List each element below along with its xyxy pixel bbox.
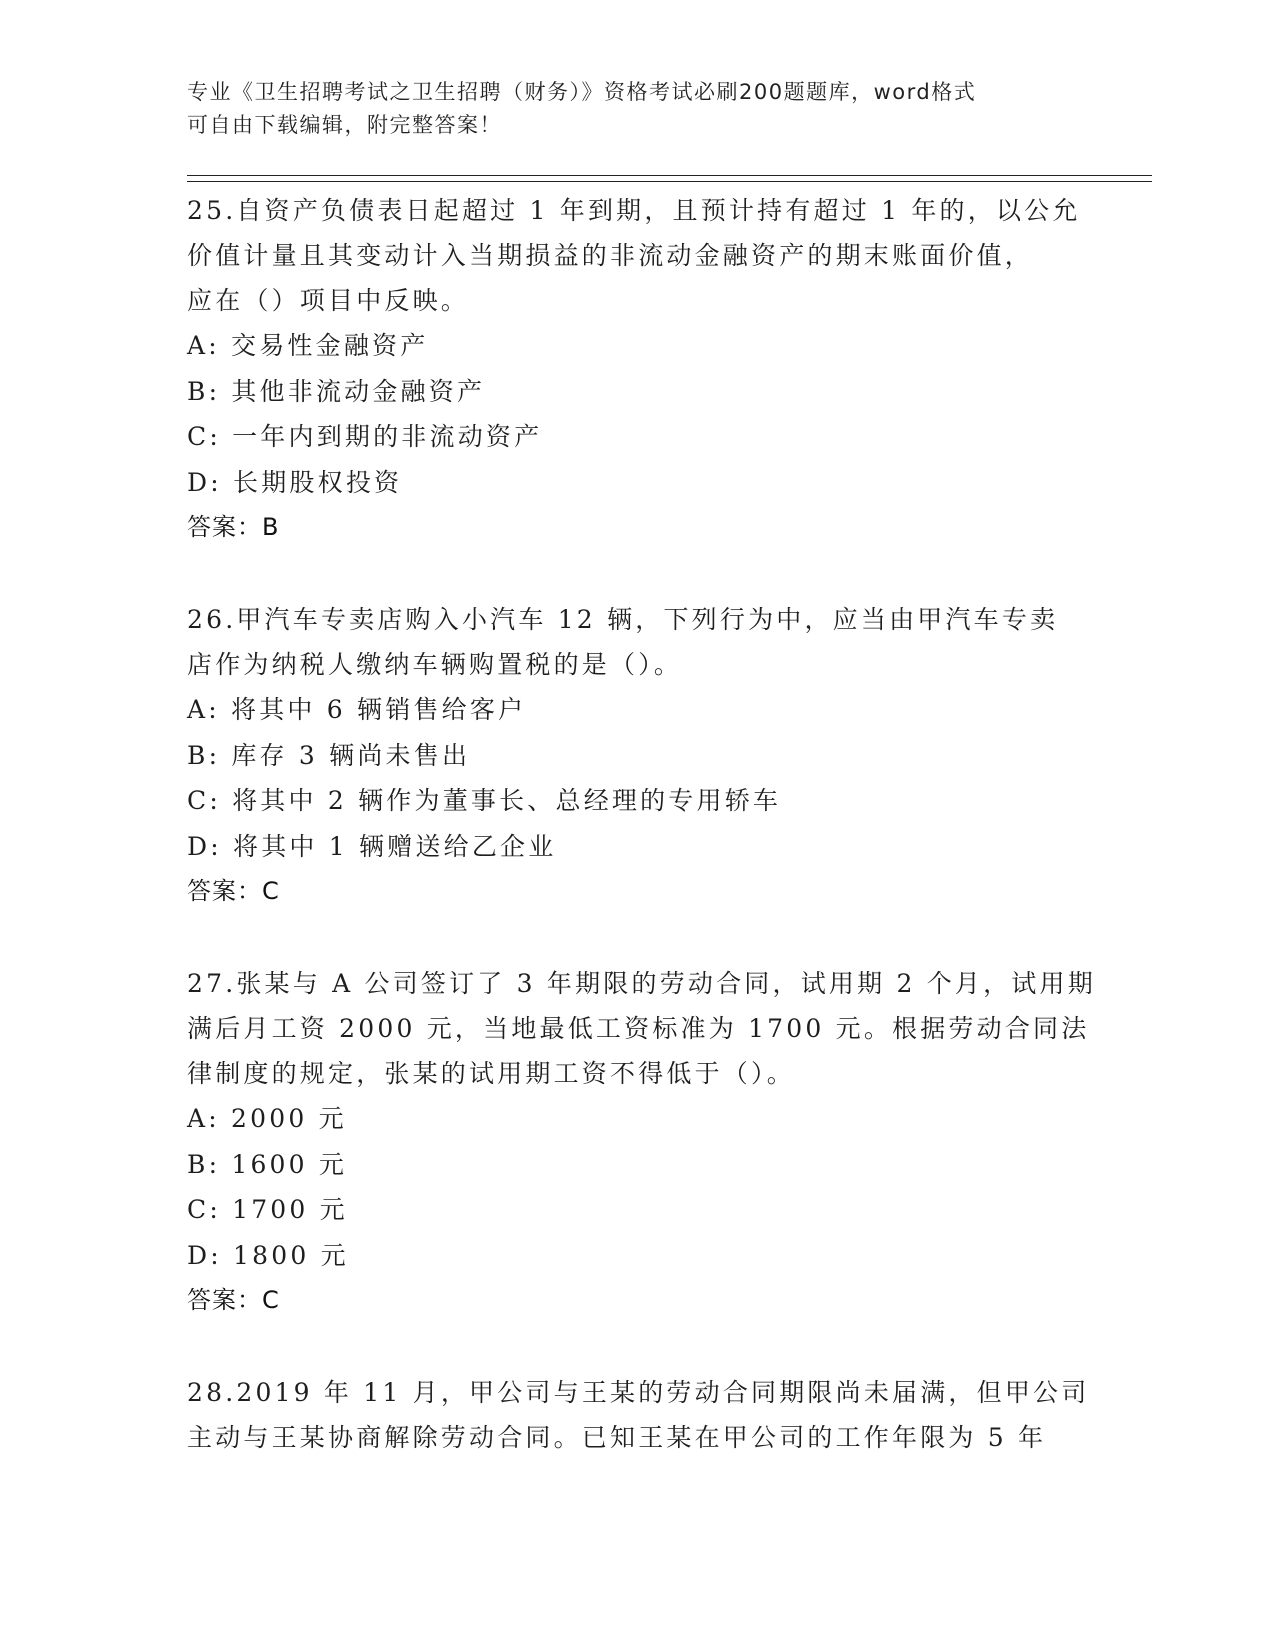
question-text-line: 26.甲汽车专卖店购入小汽车 12 辆，下列行为中，应当由甲汽车专卖 xyxy=(187,605,1059,634)
option-d: D: 1800 元 xyxy=(187,1240,349,1270)
header-title-line-2: 可自由下载编辑，附完整答案！ xyxy=(187,113,502,137)
answer-label: 答案：C xyxy=(187,1286,280,1314)
option-d: D: 将其中 1 辆赠送给乙企业 xyxy=(187,831,557,861)
option-b: B: 其他非流动金融资产 xyxy=(187,376,486,406)
question-text-line: 27.张某与 A 公司签订了 3 年期限的劳动合同，试用期 2 个月，试用期 xyxy=(187,969,1096,998)
option-b: B: 库存 3 辆尚未售出 xyxy=(187,740,471,770)
option-c: C: 将其中 2 辆作为董事长、总经理的专用轿车 xyxy=(187,786,782,815)
header-divider-bottom xyxy=(187,181,1152,182)
option-a: A: 交易性金融资产 xyxy=(187,331,429,360)
header-title-line-1: 专业《卫生招聘考试之卫生招聘（财务）》资格考试必刷200题题库，word格式 xyxy=(187,80,977,104)
option-d: D: 长期股权投资 xyxy=(187,467,403,497)
question-text-line: 25.自资产负债表日起超过 1 年到期，且预计持有超过 1 年的，以公允 xyxy=(187,196,1081,225)
question-spacer xyxy=(187,1323,1087,1370)
option-a: A: 将其中 6 辆销售给客户 xyxy=(187,695,527,724)
question-26 xyxy=(187,597,1087,914)
option-c: C: 1700 元 xyxy=(187,1195,348,1224)
option-a: A: 2000 元 xyxy=(187,1104,347,1133)
question-text-line: 满后月工资 2000 元，当地最低工资标准为 1700 元。根据劳动合同法 xyxy=(187,1014,1090,1043)
question-text-line: 律制度的规定，张某的试用期工资不得低于（）。 xyxy=(187,1059,795,1088)
question-text-line: 价值计量且其变动计入当期损益的非流动金融资产的期末账面价值， xyxy=(187,241,1034,270)
question-25 xyxy=(187,188,1087,550)
document-header xyxy=(187,76,1067,142)
question-text-line: 主动与王某协商解除劳动合同。已知王某在甲公司的工作年限为 5 年 xyxy=(187,1423,1047,1452)
question-text-line: 店作为纳税人缴纳车辆购置税的是（）。 xyxy=(187,650,683,679)
answer-label: 答案：B xyxy=(187,513,280,541)
option-b: B: 1600 元 xyxy=(187,1149,348,1179)
option-c: C: 一年内到期的非流动资产 xyxy=(187,422,543,451)
question-text-line: 28.2019 年 11 月，甲公司与王某的劳动合同期限尚未届满，但甲公司 xyxy=(187,1378,1090,1407)
answer-label: 答案：C xyxy=(187,877,280,905)
question-spacer xyxy=(187,914,1087,961)
header-divider-top xyxy=(187,175,1152,176)
question-spacer xyxy=(187,550,1087,597)
question-text-line: 应在（）项目中反映。 xyxy=(187,286,470,315)
question-27 xyxy=(187,961,1096,1323)
question-list xyxy=(187,188,1096,1460)
question-28 xyxy=(187,1370,1090,1460)
